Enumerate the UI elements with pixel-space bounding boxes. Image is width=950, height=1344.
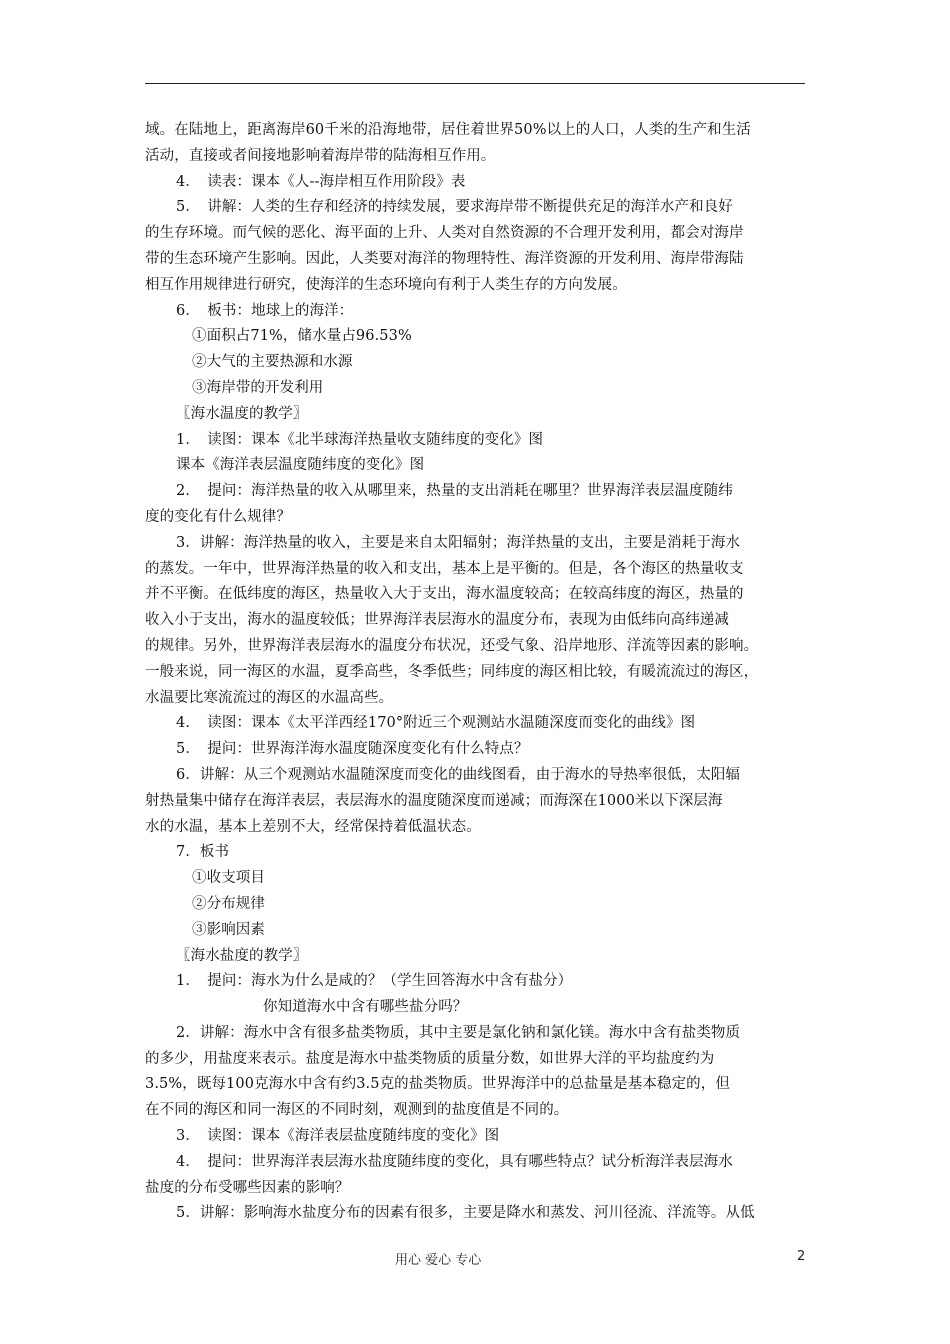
text-line: 活动，直接或者间接地影响着海岸带的陆海相互作用。	[145, 147, 496, 164]
text-line: 4． 提问：世界海洋表层海水盐度随纬度的变化，具有哪些特点？试分析海洋表层海水	[176, 1153, 733, 1170]
text-line: 域。在陆地上，距离海岸60千米的沿海地带，居住着世界50%以上的人口，人类的生产和生活	[145, 122, 751, 138]
text-line: 〖海水温度的教学〗	[176, 405, 308, 422]
text-line: 的生存环境。而气候的恶化、海平面的上升、人类对自然资源的不合理开发利用，都会对海岸	[145, 225, 744, 242]
text-line: 收入小于支出，海水的温度较低；世界海洋表层海水的温度分布，表现为由低纬向高纬递减	[145, 612, 729, 629]
text-line: 盐度的分布受哪些因素的影响？	[145, 1179, 350, 1196]
text-line: ②大气的主要热源和水源	[192, 354, 353, 371]
text-line: 水的水温，基本上差别不大，经常保持着低温状态。	[145, 818, 481, 835]
page-number: 2	[797, 1249, 806, 1264]
text-line: 2． 提问：海洋热量的收入从哪里来，热量的支出消耗在哪里？世界海洋表层温度随纬	[176, 483, 733, 500]
text-line: 水温要比寒流流过的海区的水温高些。	[145, 689, 394, 706]
text-line: 3．讲解：海洋热量的收入，主要是来自太阳辐射；海洋热量的支出，主要是消耗于海水	[176, 534, 741, 551]
text-line: 并不平衡。在低纬度的海区，热量收入大于支出，海水温度较高；在较高纬度的海区，热量的	[145, 586, 744, 603]
text-line: 2．讲解：海水中含有很多盐类物质，其中主要是氯化钠和氯化镁。海水中含有盐类物质	[176, 1024, 741, 1041]
text-line: 6．讲解：从三个观测站水温随深度而变化的曲线图看，由于海水的导热率很低，太阳辐	[176, 766, 741, 783]
text-line: 的多少，用盐度来表示。盐度是海水中盐类物质的质量分数，如世界大洋的平均盐度约为	[145, 1050, 715, 1067]
text-line: 3． 读图：课本《海洋表层盐度随纬度的变化》图	[176, 1128, 500, 1145]
header-rule	[145, 83, 805, 84]
text-line: 3.5%，既每100克海水中含有约3.5克的盐类物质。世界海洋中的总盐量是基本稳定的，但	[145, 1076, 730, 1093]
text-line: 1． 提问：海水为什么是咸的？（学生回答海水中含有盐分）	[176, 973, 573, 990]
text-line: 1． 读图：课本《北半球海洋热量收支随纬度的变化》图	[176, 431, 544, 448]
text-line: 一般来说，同一海区的水温，夏季高些，冬季低些；同纬度的海区相比较，有暖流流过的海区，	[145, 663, 759, 680]
text-line: 在不同的海区和同一海区的不同时刻，观测到的盐度值是不同的。	[145, 1102, 569, 1119]
text-line: 度的变化有什么规律？	[145, 508, 291, 525]
footer-slogan: 用心 爱心 专心	[395, 1253, 482, 1268]
text-line: 的蒸发。一年中，世界海洋热量的收入和支出，基本上是平衡的。但是，各个海区的热量收支	[145, 560, 744, 577]
text-line: ②分布规律	[192, 895, 265, 912]
text-line: 5． 讲解：人类的生存和经济的持续发展，要求海岸带不断提供充足的海洋水产和良好	[176, 199, 733, 216]
text-line: 相互作用规律进行研究，使海洋的生态环境向有利于人类生存的方向发展。	[145, 276, 627, 293]
text-line: ①面积占71%，储水量占96.53%	[192, 328, 412, 345]
text-line: 射热量集中储存在海洋表层，表层海水的温度随深度而递减；而海深在1000米以下深层海	[145, 792, 723, 809]
text-line: ③海岸带的开发利用	[192, 379, 324, 396]
text-line: 6． 板书：地球上的海洋：	[176, 302, 354, 319]
text-line: 5． 提问：世界海洋海水温度随深度变化有什么特点？	[176, 741, 529, 758]
text-line: 7．板书	[176, 844, 230, 861]
text-line: 〖海水盐度的教学〗	[176, 947, 308, 964]
text-line: 你知道海水中含有哪些盐分吗？	[263, 999, 468, 1016]
text-line: 4． 读图：课本《太平洋西经170°附近三个观测站水温随深度而变化的曲线》图	[176, 715, 696, 732]
text-line: 4． 读表：课本《人--海岸相互作用阶段》表	[176, 173, 466, 190]
text-line: 5．讲解：影响海水盐度分布的因素有很多，主要是降水和蒸发、河川径流、洋流等。从低	[176, 1205, 755, 1222]
body-text	[145, 118, 807, 1227]
text-line: 带的生态环境产生影响。因此，人类要对海洋的物理特性、海洋资源的开发利用、海岸带海陆	[145, 250, 744, 267]
text-line: ①收支项目	[192, 870, 265, 887]
text-line: 的规律。另外，世界海洋表层海水的温度分布状况，还受气象、沿岸地形、洋流等因素的影响。	[145, 637, 759, 654]
text-line: ③影响因素	[192, 921, 265, 938]
text-line: 课本《海洋表层温度随纬度的变化》图	[176, 457, 425, 474]
